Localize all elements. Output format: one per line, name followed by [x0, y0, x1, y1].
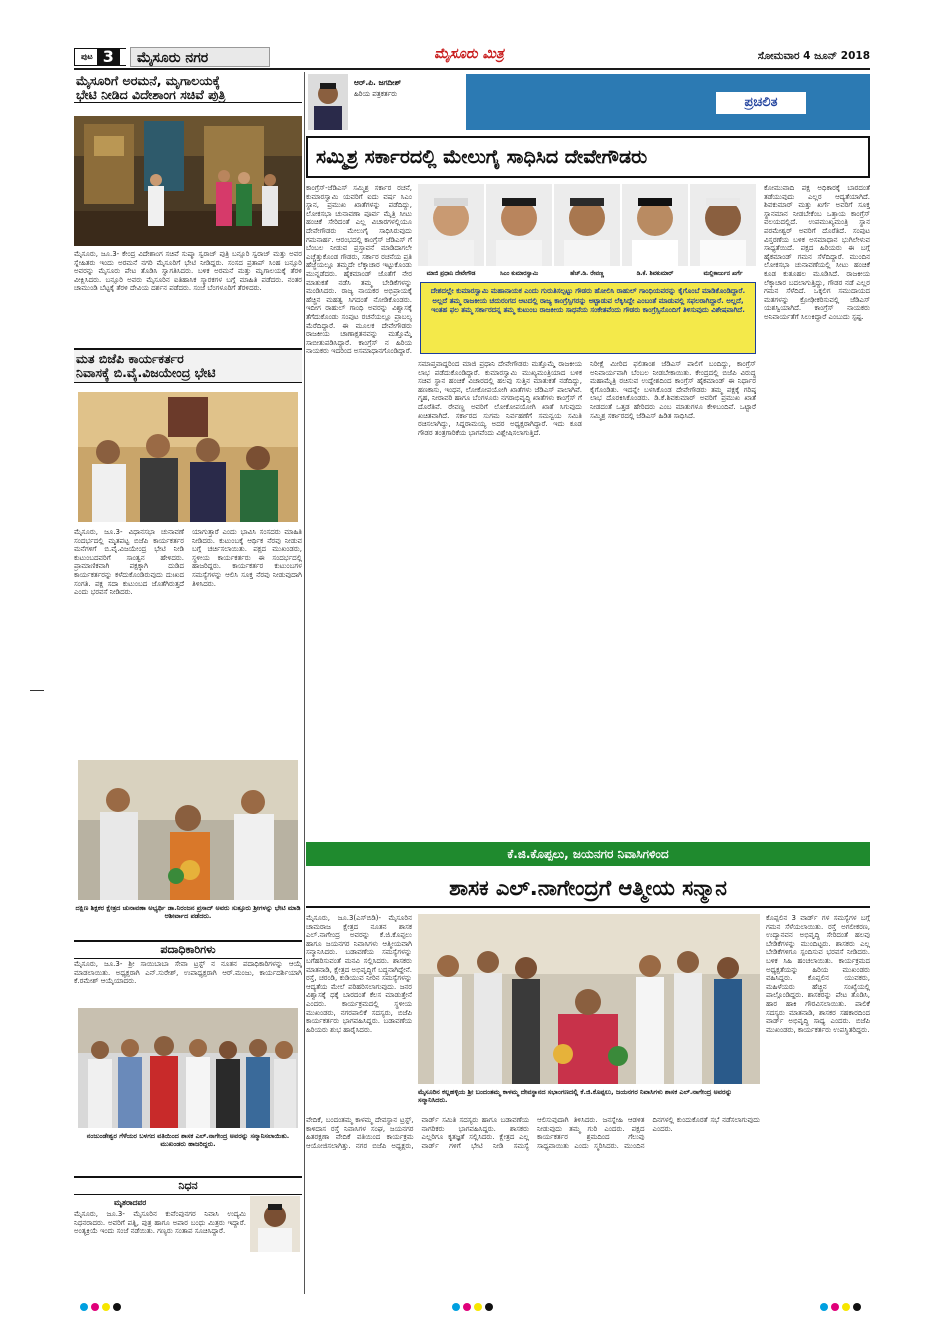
- portrait-3: [554, 184, 620, 278]
- issue-date: ಸೋಮವಾರ 4 ಜೂನ್ 2018: [757, 50, 870, 62]
- reg-mark-yellow: [102, 1303, 110, 1311]
- left-story-1: [74, 72, 302, 348]
- story2-headline-line1: ಮತ ಬಿಜೆಪಿ ಕಾರ್ಯಕರ್ತರ: [76, 351, 184, 366]
- article-col1: ಕಾಂಗ್ರೆಸ್-ಜೆಡಿಎಸ್ ಸಮ್ಮಿಶ್ರ ಸರ್ಕಾರ ರಚನೆ, ಕುಮಾರಸ್ವಾಮಿ ಯವರಿಗೆ ಐದು ವರ್ಷ ಸಿಎಂ ಸ್ಥಾನ, ಪ್ರಮುಖ ಖಾತೆಗಳನ್ನು ಪಡೆದಿದ್ದು, ಲೋಕಸಭಾ ಚುನಾವಣಾ ಪೂರ್ವ ಮೈತ್ರಿ ಸೀಟು ಹಂಚಿಕೆ ಸೇರಿದಂತೆ ಎಲ್ಲ ವಿಚಾರಗಳಲ್ಲಿಯೂ ದೇವೇಗೌಡರು ಮೇಲುಗೈ ಸಾಧಿಸಿರುವುದು ಗಮನಾರ್ಹ. ಆರಂಭದಲ್ಲಿ ಕಾಂಗ್ರೆಸ್ ಜೆಡಿಎಸ್ ಗೆ ಬೆಂಬಲ ನೀಡುವ ಪ್ರಸ್ತಾವನೆ ಮಾಡಿದಾಗಲೇ ಎಚ್ಚೆತ್ತುಕೊಂಡ ಗೌಡರು, ಸರ್ಕಾರ ರಚನೆಯ ಪ್ರತಿ ಹೆಜ್ಜೆಯಲ್ಲೂ ತಮ್ಮದೇ ಲೆಕ್ಕಾಚಾರ ಇಟ್ಟುಕೊಂಡು ಮುನ್ನಡೆದರು. ಹೈಕಮಾಂಡ್ ಜೊತೆಗೆ ನೇರ ಮಾತುಕತೆ ನಡೆಸಿ ತಮ್ಮ ಬೇಡಿಕೆಗಳನ್ನು ಮಂಡಿಸಿದರು. ರಾಜ್ಯ ನಾಯಕರ ಅಭಿಪ್ರಾಯಕ್ಕೆ ಹೆಚ್ಚಿನ ಮಹತ್ವ ಸಿಗದಂತೆ ನೋಡಿಕೊಂಡರು. ಇದೀಗ ರಾಹುಲ್ ಗಾಂಧಿ ಅವರನ್ನು ವಿಶ್ವಾಸಕ್ಕೆ ತೆಗೆದುಕೊಂಡು ಸಂಪುಟ ರಚನೆಯಲ್ಲೂ ಪ್ರಾಬಲ್ಯ ಮೆರೆದಿದ್ದಾರೆ. ಈ ಮೂಲಕ ದೇವೇಗೌಡರು ರಾಜಕೀಯ ಚಾಣಾಕ್ಷತನವನ್ನು ಮತ್ತೊಮ್ಮೆ ಸಾಬೀತುಪಡಿಸಿದ್ದಾರೆ. ಕಾಂಗ್ರೆಸ್ ನ ಹಿರಿಯ ನಾಯಕರು ಇದರಿಂದ ಅಸಮಾಧಾನಗೊಂಡಿದ್ದಾರೆ.: [306, 184, 412, 356]
- portrait-5-caption: ಮಲ್ಲಿಕಾರ್ಜುನ ಖರ್ಗೆ: [703, 271, 743, 277]
- margin-mark: [30, 690, 44, 691]
- obit-body: ಮೈಸೂರು, ಜೂ.3- ಮೈಸೂರಿನ ಕುವೆಂಪುನಗರ ನಿವಾಸಿ ಉದ್ಯಮಿ ನಿಧನರಾದರು. ಅವರಿಗೆ ಪತ್ನಿ, ಪುತ್ರ ಹಾಗೂ ಅಪಾರ ಬಂಧು ಮಿತ್ರರು ಇದ್ದಾರೆ. ಅಂತ್ಯಕ್ರಿಯೆ ಇಂದು ಸಂಜೆ ನಡೆಯಿತು. ಗಣ್ಯರು ಸಂತಾಪ ಸೂಚಿಸಿದ್ದಾರೆ.: [74, 1210, 246, 1236]
- registration-marks-right: [820, 1296, 864, 1315]
- left-story-3: [74, 940, 302, 1176]
- nagendra-story: [306, 842, 870, 1294]
- column-divider: [304, 72, 305, 1294]
- reg-mark-black: [485, 1303, 493, 1311]
- columnist-photo: [308, 74, 348, 130]
- story2-body-right: ಕೊಪ್ಪಲಿನ 3 ವಾರ್ಡ್ ಗಳ ಸಮಸ್ಯೆಗಳ ಬಗ್ಗೆ ಗಮನ ಸೆಳೆಯಲಾಯಿತು. ರಸ್ತೆ ಅಗಲೀಕರಣ, ಉದ್ಯಾನವನ ಅಭಿವೃದ್ಧಿ ಸೇರಿದಂತೆ ಹಲವು ಬೇಡಿಕೆಗಳನ್ನು ಮುಂದಿಟ್ಟರು. ಶಾಸಕರು ಎಲ್ಲ ಬೇಡಿಕೆಗಳಿಗೂ ಸ್ಪಂದಿಸುವ ಭರವಸೆ ನೀಡಿದರು. ಬಳಿಕ ಸಿಹಿ ಹಂಚಲಾಯಿತು. ಕಾರ್ಯಕ್ರಮದ ಅಧ್ಯಕ್ಷತೆಯನ್ನು ಹಿರಿಯ ಮುಖಂಡರು ವಹಿಸಿದ್ದರು. ಕೊಪ್ಪಲಿನ ಯುವಕರು, ಮಹಿಳೆಯರು ಹೆಚ್ಚಿನ ಸಂಖ್ಯೆಯಲ್ಲಿ ಪಾಲ್ಗೊಂಡಿದ್ದರು. ಶಾಸಕರನ್ನು ಪೇಟ ತೊಡಿಸಿ, ಹಾರ ಹಾಕಿ ಗೌರವಿಸಲಾಯಿತು. ಪಾಲಿಕೆ ಸದಸ್ಯರು ಮಾತನಾಡಿ, ಶಾಸಕರ ಸಹಕಾರದಿಂದ ವಾರ್ಡ್ ಅಭಿವೃದ್ಧಿ ಸಾಧ್ಯ ಎಂದರು. ಬಿಜೆಪಿ ಮುಖಂಡರು, ಕಾರ್ಯಕರ್ತರು ಉಪಸ್ಥಿತರಿದ್ದರು.: [766, 914, 870, 1034]
- section-label: ಪ್ರಚಲಿತ: [716, 92, 806, 114]
- obit-name: ಮೃತರಾದವರ: [114, 1198, 147, 1207]
- story3-headline: ಪದಾಧಿಕಾರಿಗಳು: [74, 940, 302, 959]
- story2-headline-box: [306, 868, 870, 908]
- palace-photo: [74, 116, 302, 246]
- swamiji-photo-svg: [78, 760, 298, 900]
- section-title: ಮೈಸೂರು ನಗರ: [130, 47, 270, 67]
- page-label-box: [74, 48, 126, 66]
- columnist-name: ಆರ್.ಪಿ. ಜಗದೀಶ್: [354, 78, 402, 87]
- reg-mark-black: [853, 1303, 861, 1311]
- story2-headline: ಶಾಸಕ ಎಲ್.ನಾಗೇಂದ್ರಗೆ ಆತ್ಮೀಯ ಸನ್ಮಾನ: [449, 876, 727, 900]
- reg-mark-black: [113, 1303, 121, 1311]
- felicitation-photo-left-svg: [78, 1008, 298, 1128]
- story2-body-left: ಮೈಸೂರು, ಜೂ.3(ಎಸ್‌ಬಿಡಿ)- ಮೈಸೂರಿನ ಚಾಮರಾಜ ಕ್ಷೇತ್ರದ ನೂತನ ಶಾಸಕ ಎಲ್.ನಾಗೇಂದ್ರ ಅವರನ್ನು ಕೆ.ಜಿ.ಕೊಪ್ಪಲು ಹಾಗೂ ಜಯನಗರ ನಿವಾಸಿಗಳು ಆತ್ಮೀಯವಾಗಿ ಸನ್ಮಾನಿಸಿದರು. ಬಡಾವಣೆಯ ಸಮಸ್ಯೆಗಳನ್ನು ಬಗೆಹರಿಸುವಂತೆ ಮನವಿ ಸಲ್ಲಿಸಿದರು. ಶಾಸಕರು ಮಾತನಾಡಿ, ಕ್ಷೇತ್ರದ ಅಭಿವೃದ್ಧಿಗೆ ಬದ್ಧನಾಗಿದ್ದೇನೆ. ರಸ್ತೆ, ಚರಂಡಿ, ಕುಡಿಯುವ ನೀರಿನ ಸಮಸ್ಯೆಗಳನ್ನು ಆದ್ಯತೆಯ ಮೇಲೆ ಪರಿಹರಿಸಲಾಗುವುದು. ಜನರ ವಿಶ್ವಾಸಕ್ಕೆ ಧಕ್ಕೆ ಬಾರದಂತೆ ಕೆಲಸ ಮಾಡುತ್ತೇನೆ ಎಂದರು. ಕಾರ್ಯಕ್ರಮದಲ್ಲಿ ಸ್ಥಳೀಯ ಮುಖಂಡರು, ನಗರಪಾಲಿಕೆ ಸದಸ್ಯರು, ಬಿಜೆಪಿ ಕಾರ್ಯಕರ್ತರು ಭಾಗವಹಿಸಿದ್ದರು. ಬಡಾವಣೆಯ ಹಿರಿಯರು ಶುಭ ಹಾರೈಸಿದರು.: [306, 914, 412, 1034]
- registration-marks-center: [452, 1296, 496, 1315]
- reg-mark-yellow: [474, 1303, 482, 1311]
- registration-marks-left: [80, 1296, 124, 1315]
- vijayendra-photo: [78, 392, 298, 522]
- portrait-kumaraswamy: [486, 184, 552, 266]
- section-band: [466, 74, 870, 130]
- columnist-role: ಹಿರಿಯ ಪತ್ರಕರ್ತರು: [354, 90, 398, 98]
- reg-mark-magenta: [831, 1303, 839, 1311]
- story2-headline: [74, 348, 302, 383]
- main-headline-box: [306, 136, 870, 178]
- reg-mark-yellow: [842, 1303, 850, 1311]
- article-col2: ಸಮಾಪ್ತವಾದ್ದರಿಂದ ಮಾಜಿ ಪ್ರಧಾನಿ ದೇವೇಗೌಡರು ಮತ್ತೊಮ್ಮೆ ರಾಜಕೀಯ ಲಾಭ ಪಡೆದುಕೊಂಡಿದ್ದಾರೆ. ಕುಮಾರಸ್ವಾಮಿ ಮುಖ್ಯಮಂತ್ರಿಯಾದ ಬಳಿಕ ಸಚಿವ ಸ್ಥಾನ ಹಂಚಿಕೆ ವಿಚಾರದಲ್ಲಿ ಹಲವು ಸುತ್ತಿನ ಮಾತುಕತೆ ನಡೆದಿದ್ದು, ಹಣಕಾಸು, ಇಂಧನ, ಲೋಕೋಪಯೋಗಿ ಖಾತೆಗಳು ಜೆಡಿಎಸ್ ಪಾಲಾಗಿವೆ. ಗೃಹ, ನೀರಾವರಿ ಹಾಗೂ ಬೆಂಗಳೂರು ನಗರಾಭಿವೃದ್ಧಿ ಖಾತೆಗಳು ಕಾಂಗ್ರೆಸ್ ಗೆ ದೊರೆತಿವೆ. ರೇವಣ್ಣ ಅವರಿಗೆ ಲೋಕೋಪಯೋಗಿ ಖಾತೆ ಸಿಗುವುದು ಖಚಿತವಾಗಿದೆ. ಸರ್ಕಾರದ ಸುಗಮ ನಿರ್ವಹಣೆಗೆ ಸಮನ್ವಯ ಸಮಿತಿ ರಚಿಸಲಾಗಿದ್ದು, ಸಿದ್ದರಾಮಯ್ಯ ಅದರ ಅಧ್ಯಕ್ಷರಾಗಿದ್ದಾರೆ. ಇದು ಕೂಡ ಗೌಡರ ತಂತ್ರಗಾರಿಕೆಯ ಭಾಗವೆಂದು ವಿಶ್ಲೇಷಿಸಲಾಗುತ್ತಿದೆ.: [418, 360, 582, 437]
- portrait-2-caption: ಸಿಎಂ ಕುಮಾರಸ್ವಾಮಿ: [499, 271, 539, 277]
- portrait-4-caption: ಡಿ.ಕೆ. ಶಿವಕುಮಾರ್: [636, 271, 674, 277]
- nagendra-photo-caption: ಮೈಸೂರಿನ ಕಲ್ಲಹಳ್ಳಿಯ ಶ್ರೀ ಬಂದಂತಮ್ಮ ಕಾಳಮ್ಮ ದೇವಸ್ಥಾನದ ಸಭಾಂಗಣದಲ್ಲಿ ಕೆ.ಜಿ.ಕೊಪ್ಪಲು, ಜಯನಗರ ನಿವಾಸಿಗಳು ಶಾಸಕ ಎಲ್.ನಾಗೇಂದ್ರ ಅವರನ್ನು ಸನ್ಮಾನಿಸಿದರು.: [418, 1088, 733, 1104]
- portrait-1: [418, 184, 484, 278]
- left-photo-3-block: [74, 760, 302, 938]
- portrait-5: [690, 184, 756, 278]
- story1-body: ಮೈಸೂರು, ಜೂ.3- ಕೇಂದ್ರ ವಿದೇಶಾಂಗ ಸಚಿವೆ ಸುಷ್ಮಾ ಸ್ವರಾಜ್ ಪುತ್ರಿ ಬನ್ಸೂರಿ ಸ್ವರಾಜ್ ಮತ್ತು ಅವರ ಸ್ನೇಹಿತರು ಇಂದು ಅರಮನೆ ನಗರಿ ಮೈಸೂರಿಗೆ ಭೇಟಿ ನೀಡಿದ್ದರು. ಸಂಸದ ಪ್ರತಾಪ್ ಸಿಂಹ ಬನ್ಸೂರಿ ಅವರನ್ನು ಮೈಸೂರು ಪೇಟ ತೊಡಿಸಿ ಸ್ವಾಗತಿಸಿದರು. ಬಳಿಕ ಅರಮನೆ ಮತ್ತು ಮೃಗಾಲಯಕ್ಕೆ ತೆರಳಿ ವೀಕ್ಷಿಸಿದರು. ಬನ್ಸೂರಿ ಅವರು ಮೈಸೂರಿನ ಐತಿಹಾಸಿಕ ಸ್ಮಾರಕಗಳ ಬಗ್ಗೆ ಮಾಹಿತಿ ಪಡೆದರು. ನಂತರ ಚಾಮುಂಡಿ ಬೆಟ್ಟಕ್ಕೆ ತೆರಳಿ ದೇವಿಯ ದರ್ಶನ ಪಡೆದರು. ಸಂಜೆ ಬೆಂಗಳೂರಿಗೆ ತೆರಳಿದರು.: [74, 250, 302, 293]
- reg-mark-cyan: [820, 1303, 828, 1311]
- story2-kicker: ಕೆ.ಜಿ.ಕೊಪ್ಪಲು, ಜಯನಗರ ನಿವಾಸಿಗಳಿಂದ: [507, 847, 669, 861]
- page-label: ಪುಟ: [81, 52, 93, 61]
- main-article: [306, 72, 870, 840]
- swamiji-photo: [78, 760, 298, 900]
- portrait-row: [418, 184, 758, 278]
- story2-body-col2: ಯಾಗುತ್ತಾರೆ ಎಂದು ಭಾವಿಸಿ ಸಂಸದರು ಮಾಹಿತಿ ನೀಡಿದರು. ಕುಟುಂಬಕ್ಕೆ ಆರ್ಥಿಕ ನೆರವು ನೀಡುವ ಬಗ್ಗೆ ಚರ್ಚಿಸಲಾಯಿತು. ಪಕ್ಷದ ಮುಖಂಡರು, ಸ್ಥಳೀಯ ಕಾರ್ಯಕರ್ತರು ಈ ಸಂದರ್ಭದಲ್ಲಿ ಹಾಜರಿದ್ದರು. ಕಾರ್ಯಕರ್ತರ ಕುಟುಂಬಗಳ ಸಮಸ್ಯೆಗಳನ್ನು ಆಲಿಸಿ ಸೂಕ್ತ ನೆರವು ನೀಡುವುದಾಗಿ ತಿಳಿಸಿದರು.: [192, 528, 302, 588]
- main-headline: ಸಮ್ಮಿಶ್ರ ಸರ್ಕಾರದಲ್ಲಿ ಮೇಲುಗೈ ಸಾಧಿಸಿದ ದೇವೇಗೌಡರು: [316, 146, 648, 168]
- page-number: 3: [97, 48, 120, 66]
- portrait-kharge: [690, 184, 756, 266]
- story2-headline-line2: ನಿವಾಸಕ್ಕೆ ಬಿ.ವೈ.ವಿಜಯೇಂದ್ರ ಭೇಟಿ: [76, 364, 216, 380]
- columnist-photo-svg: [308, 74, 348, 130]
- story2-body-col1: ಮೈಸೂರು, ಜೂ.3- ವಿಧಾನಸಭಾ ಚುನಾವಣೆ ಸಂದರ್ಭದಲ್ಲಿ ಮೃತಪಟ್ಟ ಬಿಜೆಪಿ ಕಾರ್ಯಕರ್ತರ ಮನೆಗಳಿಗೆ ಬಿ.ವೈ.ವಿಜಯೇಂದ್ರ ಭೇಟಿ ನೀಡಿ ಕುಟುಂಬದವರಿಗೆ ಸಾಂತ್ವನ ಹೇಳಿದರು. ಪ್ರಾಮಾಣಿಕವಾಗಿ ಪಕ್ಷಕ್ಕಾಗಿ ದುಡಿದ ಕಾರ್ಯಕರ್ತರನ್ನು ಕಳೆದುಕೊಂಡಿರುವುದು ದುಃಖದ ಸಂಗತಿ. ಪಕ್ಷ ಸದಾ ಕುಟುಂಬದ ಜೊತೆಗಿರುತ್ತದೆ ಎಂದು ಭರವಸೆ ನೀಡಿದರು.: [74, 528, 184, 597]
- left-story-2: [74, 348, 302, 758]
- swamiji-photo-caption: ದಕ್ಷಿಣ ಶಿಕ್ಷಕರ ಕ್ಷೇತ್ರದ ಚುನಾವಣಾ ಅಭ್ಯರ್ಥಿ ಡಾ.ನಿರಂಜನ ಪ್ರಸಾದ್ ಅವರು ಸುತ್ತೂರು ಶ್ರೀಗಳನ್ನು ಭೇಟಿ ಮಾಡಿ ಆಶೀರ್ವಾದ ಪಡೆದರು.: [75, 904, 301, 920]
- story2-body-bottom: ವೇದಿಕೆ, ಬಂದಂತಮ್ಮ ಕಾಳಮ್ಮ ದೇವಸ್ಥಾನ ಟ್ರಸ್ಟ್, ಕಾಳಿದಾಸ ರಸ್ತೆ ನಿವಾಸಿಗಳ ಸಂಘ, ಜಯನಗರ ಹಿತರಕ್ಷಣಾ ವೇದಿಕೆ ವತಿಯಿಂದ ಕಾರ್ಯಕ್ರಮ ಆಯೋಜಿಸಲಾಗಿತ್ತು. ನಗರ ಬಿಜೆಪಿ ಅಧ್ಯಕ್ಷರು, ವಾರ್ಡ್ ಸಮಿತಿ ಸದಸ್ಯರು ಹಾಗೂ ಬಡಾವಣೆಯ ನಾಗರಿಕರು ಭಾಗವಹಿಸಿದ್ದರು. ಶಾಸಕರು ಎಲ್ಲರಿಗೂ ಕೃತಜ್ಞತೆ ಸಲ್ಲಿಸಿದರು. ಕ್ಷೇತ್ರದ ಎಲ್ಲ ವಾರ್ಡ್ ಗಳಿಗೆ ಭೇಟಿ ನೀಡಿ ಸಮಸ್ಯೆ ಆಲಿಸುವುದಾಗಿ ತಿಳಿಸಿದರು. ಜನಸ್ನೇಹಿ ಆಡಳಿತ ನೀಡುವುದು ತಮ್ಮ ಗುರಿ ಎಂದರು. ಪಕ್ಷದ ಕಾರ್ಯಕರ್ತರ ಶ್ರಮದಿಂದ ಗೆಲುವು ಸಾಧ್ಯವಾಯಿತು ಎಂದು ಸ್ಮರಿಸಿದರು. ಮುಂದಿನ ದಿನಗಳಲ್ಲಿ ಕುಂದುಕೊರತೆ ಸಭೆ ನಡೆಸಲಾಗುವುದು ಎಂದರು.: [306, 1116, 760, 1150]
- article-col3: ನಿರೀಕ್ಷೆ ಮೀರಿದ ಫಲಿತಾಂಶ ಜೆಡಿಎಸ್ ಪಾಲಿಗೆ ಬಂದಿದ್ದು, ಕಾಂಗ್ರೆಸ್ ಅನಿವಾರ್ಯವಾಗಿ ಬೆಂಬಲ ನೀಡಬೇಕಾಯಿತು. ಕೇಂದ್ರದಲ್ಲಿ ಬಿಜೆಪಿ ವಿರುದ್ಧ ಮಹಾಮೈತ್ರಿ ರಚಿಸುವ ಉದ್ದೇಶದಿಂದ ಕಾಂಗ್ರೆಸ್ ಹೈಕಮಾಂಡ್ ಈ ನಿರ್ಧಾರ ಕೈಗೊಂಡಿತು. ಇದನ್ನೇ ಬಳಸಿಕೊಂಡ ದೇವೇಗೌಡರು ತಮ್ಮ ಪಕ್ಷಕ್ಕೆ ಗರಿಷ್ಠ ಲಾಭ ದೊರಕಿಸಿಕೊಂಡರು. ಡಿ.ಕೆ.ಶಿವಕುಮಾರ್ ಅವರಿಗೆ ಪ್ರಮುಖ ಖಾತೆ ನೀಡದಂತೆ ಒತ್ತಡ ಹೇರಿದರು ಎಂಬ ಮಾತುಗಳೂ ಕೇಳಿಬಂದಿವೆ. ಒಟ್ಟಾರೆ ಸಮ್ಮಿಶ್ರ ಸರ್ಕಾರದಲ್ಲಿ ಜೆಡಿಎಸ್ ಹಿಡಿತ ಸಾಧಿಸಿದೆ.: [590, 360, 756, 420]
- kicker-band: [306, 842, 870, 866]
- portrait-3-caption: ಹೆಚ್.ಡಿ. ರೇವಣ್ಣ: [570, 271, 604, 277]
- portrait-devegowda: [418, 184, 484, 266]
- article-col4: ಕೋಮುವಾದಿ ಪಕ್ಷ ಅಧಿಕಾರಕ್ಕೆ ಬಾರದಂತೆ ತಡೆಯುವುದು ಎಲ್ಲರ ಆದ್ಯತೆಯಾಗಿದೆ. ಶಿವಕುಮಾರ್ ಮತ್ತು ಖರ್ಗೆ ಅವರಿಗೆ ಸೂಕ್ತ ಸ್ಥಾನಮಾನ ನೀಡಬೇಕೆಂಬ ಒತ್ತಾಯ ಕಾಂಗ್ರೆಸ್ ವಲಯದಲ್ಲಿದೆ. ಉಪಮುಖ್ಯಮಂತ್ರಿ ಸ್ಥಾನ ಪರಮೇಶ್ವರ್ ಅವರಿಗೆ ದೊರೆತಿದೆ. ಸಂಪುಟ ವಿಸ್ತರಣೆಯ ಬಳಿಕ ಅಸಮಾಧಾನ ಭುಗಿಲೇಳುವ ಸಾಧ್ಯತೆಯಿದೆ. ಪಕ್ಷದ ಹಿರಿಯರು ಈ ಬಗ್ಗೆ ಹೈಕಮಾಂಡ್ ಗಮನ ಸೆಳೆದಿದ್ದಾರೆ. ಮುಂದಿನ ಲೋಕಸಭಾ ಚುನಾವಣೆಯಲ್ಲಿ ಸೀಟು ಹಂಚಿಕೆ ಕೂಡ ಕುತೂಹಲ ಮೂಡಿಸಿದೆ. ರಾಜಕೀಯ ಲೆಕ್ಕಾಚಾರ ಬದಲಾಗುತ್ತಿದ್ದು, ಗೌಡರ ನಡೆ ಎಲ್ಲರ ಗಮನ ಸೆಳೆದಿದೆ. ಒಕ್ಕಲಿಗ ಸಮುದಾಯದ ಮತಗಳನ್ನು ಕ್ರೋಢೀಕರಿಸುವಲ್ಲಿ ಜೆಡಿಎಸ್ ಯಶಸ್ವಿಯಾಗಿದೆ. ಕಾಂಗ್ರೆಸ್ ನಾಯಕರು ಅನಿವಾರ್ಯತೆಗೆ ಸಿಲುಕಿದ್ದಾರೆ ಎಂಬುದು ಸ್ಪಷ್ಟ.: [764, 184, 870, 321]
- portrait-shivakumar: [622, 184, 688, 266]
- nagendra-group-photo-svg: [418, 914, 760, 1084]
- story1-headline-line2: ಭೇಟಿ ನೀಡಿದ ವಿದೇಶಾಂಗ ಸಚಿವೆ ಪುತ್ರಿ: [76, 86, 226, 102]
- obit-portrait-svg: [250, 1196, 300, 1252]
- palace-photo-svg: [74, 116, 302, 246]
- portrait-1-caption: ಮಾಜಿ ಪ್ರಧಾನಿ ದೇವೇಗೌಡ: [426, 271, 476, 277]
- felicitation-photo-left: [78, 1008, 298, 1128]
- reg-mark-magenta: [91, 1303, 99, 1311]
- story1-headline: [74, 72, 302, 103]
- story3-body: ಮೈಸೂರು, ಜೂ.3- ಶ್ರೀ ಸಾಯಿಬಾಬಾ ಸೇವಾ ಟ್ರಸ್ಟ್ ನ ನೂತನ ಪದಾಧಿಕಾರಿಗಳನ್ನು ಆಯ್ಕೆ ಮಾಡಲಾಯಿತು. ಅಧ್ಯಕ್ಷರಾಗಿ ಎನ್.ಸುರೇಶ್, ಉಪಾಧ್ಯಕ್ಷರಾಗಿ ಆರ್.ಮಂಜು, ಕಾರ್ಯದರ್ಶಿಯಾಗಿ ಕೆ.ರಮೇಶ್ ಆಯ್ಕೆಯಾದರು.: [74, 960, 302, 986]
- portrait-2: [486, 184, 552, 278]
- paper-name: ಮೈಸೂರು ಮಿತ್ರ: [434, 46, 504, 62]
- masthead: [74, 44, 870, 70]
- masthead-rule: [74, 68, 870, 70]
- story1-headline-line1: ಮೈಸೂರಿಗೆ ಅರಮನೆ, ಮೃಗಾಲಯಕ್ಕೆ: [76, 73, 220, 88]
- nagendra-group-photo: [418, 914, 760, 1084]
- pullquote-box: [420, 282, 756, 354]
- felicitation-photo-left-caption: ನಂಜುಂಡೇಶ್ವರ ಗೆಳೆಯರ ಬಳಗದ ವತಿಯಿಂದ ಶಾಸಕ ಎಲ್.ನಾಗೇಂದ್ರ ಅವರನ್ನು ಸನ್ಮಾನಿಸಲಾಯಿತು. ಮುಖಂಡರು ಹಾಜರಿದ್ದರು.: [86, 1132, 290, 1148]
- reg-mark-cyan: [80, 1303, 88, 1311]
- obit-headline: ನಿಧನ: [74, 1176, 302, 1195]
- obit-portrait: [250, 1196, 300, 1252]
- portrait-4: [622, 184, 688, 278]
- pullquote-text: ದೇಶದಲ್ಲೇ ಕುಮಾರಸ್ವಾಮಿ ಮಹಾನಾಯಕ ಎಂದು ಗುರುತಿಸಲ್ಪಟ್ಟು ಗೌಡರು ಹೋಲಿಸಿ ರಾಹುಲ್ ಗಾಂಧಿಯವರನ್ನು ಕೈಗೊಂಬೆ ಮಾಡಿಕೊಂಡಿದ್ದಾರೆ. ಅಲ್ಲದೆ ತಮ್ಮ ರಾಜಕೀಯ ಚದುರಂಗದ ಆಟದಲ್ಲಿ ರಾಜ್ಯ ಕಾಂಗ್ರೆಸ್ಸಿಗರನ್ನು ಅಟ್ಟಾಡುವ ಲೆಕ್ಕಿಸಿದ್ದೇ ಎಂಬಂತೆ ಮಾಡುವಲ್ಲಿ ಸಫಲರಾಗಿದ್ದಾರೆ. ಅಲ್ಲದೆ, ಇಂತಹ ಫಲ ತಮ್ಮ ಸರ್ಕಾರದನ್ನ ತಮ್ಮ ಕುಟುಂಬ ರಾಜಕೀಯ ಸಾಧನೆಯ ಸಂಕೇತವೆಂದು ಗೌಡರು ಕಾಂಗ್ರೆಸ್ಸಿನೊಂದಿಗೆ ತಿಳಿಸುವುದು ವಿಶೇಷವಾಗಿದೆ.: [430, 287, 746, 315]
- vijayendra-photo-svg: [78, 392, 298, 522]
- portrait-revanna: [554, 184, 620, 266]
- obituary: [74, 1176, 302, 1294]
- reg-mark-magenta: [463, 1303, 471, 1311]
- reg-mark-cyan: [452, 1303, 460, 1311]
